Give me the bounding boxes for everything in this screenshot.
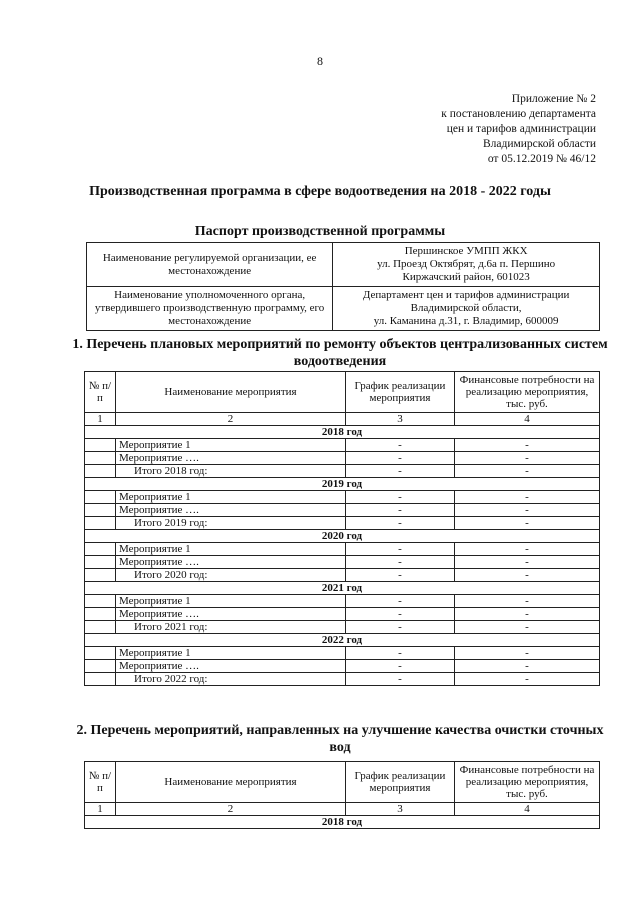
year-label: 2018 год — [85, 816, 600, 829]
event-row — [85, 543, 600, 556]
column-number: 2 — [116, 413, 346, 426]
row-number — [85, 543, 116, 556]
appendix-line: от 05.12.2019 № 46/12 — [487, 153, 596, 165]
schedule-value: - — [346, 621, 455, 634]
event-row — [85, 608, 600, 621]
column-numbers-row — [85, 803, 600, 816]
schedule-value: - — [346, 452, 455, 465]
header-finance: Финансовые потребности на реализацию мероприятия, тыс. руб. — [455, 372, 600, 413]
event-name: Мероприятие 1 — [116, 647, 346, 660]
passport-value-line: Департамент цен и тарифов администрации — [362, 289, 570, 301]
finance-value: - — [455, 543, 600, 556]
event-name: Итого 2019 год: — [116, 517, 346, 530]
event-name: Мероприятие …. — [116, 452, 346, 465]
finance-value: - — [455, 647, 600, 660]
year-row — [85, 634, 600, 647]
column-number: 2 — [116, 803, 346, 816]
events-table-1-body — [85, 372, 600, 686]
row-number — [85, 660, 116, 673]
schedule-value: - — [346, 647, 455, 660]
schedule-value: - — [346, 491, 455, 504]
event-name: Мероприятие …. — [116, 556, 346, 569]
schedule-value: - — [346, 660, 455, 673]
column-number: 3 — [346, 803, 455, 816]
document-title: Производственная программа в сфере водоотведения на 2018 - 2022 годы — [89, 184, 551, 199]
total-row — [85, 465, 600, 478]
passport-label: Наименование регулируемой организации, ее местонахождение — [87, 243, 333, 287]
total-row — [85, 621, 600, 634]
passport-value-line: ул. Проезд Октябрят, д.6а п. Першино — [377, 258, 556, 270]
column-number: 1 — [85, 803, 116, 816]
passport-value — [333, 243, 600, 287]
row-number — [85, 491, 116, 504]
year-label: 2020 год — [85, 530, 600, 543]
events-table-1 — [84, 371, 600, 686]
schedule-value: - — [346, 543, 455, 556]
row-number — [85, 595, 116, 608]
finance-value: - — [455, 569, 600, 582]
schedule-value: - — [346, 569, 455, 582]
finance-value: - — [455, 517, 600, 530]
header-number: № п/п — [85, 372, 116, 413]
finance-value: - — [455, 452, 600, 465]
year-label: 2021 год — [85, 582, 600, 595]
event-row — [85, 491, 600, 504]
finance-value: - — [455, 439, 600, 452]
event-name: Итого 2021 год: — [116, 621, 346, 634]
event-name: Итого 2018 год: — [116, 465, 346, 478]
passport-value-line: Першинское УМПП ЖКХ — [404, 245, 528, 257]
row-number — [85, 452, 116, 465]
table-header-row — [85, 372, 600, 413]
finance-value: - — [455, 504, 600, 517]
header-name: Наименование мероприятия — [116, 372, 346, 413]
row-number — [85, 647, 116, 660]
appendix-line: к постановлению департамента — [441, 108, 596, 120]
finance-value: - — [455, 673, 600, 686]
year-row — [85, 582, 600, 595]
year-row — [85, 426, 600, 439]
event-name: Итого 2020 год: — [116, 569, 346, 582]
finance-value: - — [455, 608, 600, 621]
event-name: Мероприятие …. — [116, 504, 346, 517]
row-number — [85, 465, 116, 478]
header-schedule: График реализации мероприятия — [346, 762, 455, 803]
header-finance: Финансовые потребности на реализацию мероприятия, тыс. руб. — [455, 762, 600, 803]
passport-value-line: ул. Каманина д.31, г. Владимир, 600009 — [373, 315, 559, 327]
event-name: Мероприятие 1 — [116, 595, 346, 608]
schedule-value: - — [346, 673, 455, 686]
header-schedule: График реализации мероприятия — [346, 372, 455, 413]
table-row — [87, 243, 600, 287]
section-2-title: 2. Перечень мероприятий, направленных на улучшение качества очистки сточных вод — [76, 723, 604, 755]
row-number — [85, 673, 116, 686]
appendix-line: Владимирской области — [482, 138, 596, 150]
row-number — [85, 517, 116, 530]
finance-value: - — [455, 660, 600, 673]
total-row — [85, 673, 600, 686]
year-label: 2022 год — [85, 634, 600, 647]
row-number — [85, 569, 116, 582]
passport-value-line: Киржачский район, 601023 — [402, 271, 530, 283]
event-row — [85, 452, 600, 465]
page-number: 8 — [317, 54, 323, 68]
column-numbers-row — [85, 413, 600, 426]
total-row — [85, 569, 600, 582]
passport-value-line: Владимирской области, — [410, 302, 522, 314]
passport-title: Паспорт производственной программы — [194, 224, 446, 239]
row-number — [85, 439, 116, 452]
schedule-value: - — [346, 439, 455, 452]
table-header-row — [85, 762, 600, 803]
event-name: Мероприятие …. — [116, 608, 346, 621]
passport-label: Наименование уполномоченного органа, утвердившего производственную программу, его местонахождение — [87, 287, 333, 331]
column-number: 3 — [346, 413, 455, 426]
finance-value: - — [455, 465, 600, 478]
passport-table — [86, 242, 600, 331]
schedule-value: - — [346, 517, 455, 530]
schedule-value: - — [346, 595, 455, 608]
appendix-line: Приложение № 2 — [511, 93, 596, 105]
schedule-value: - — [346, 608, 455, 621]
finance-value: - — [455, 621, 600, 634]
header-name: Наименование мероприятия — [116, 762, 346, 803]
header-number: № п/п — [85, 762, 116, 803]
row-number — [85, 556, 116, 569]
table-row — [87, 287, 600, 331]
year-row — [85, 816, 600, 829]
passport-value — [333, 287, 600, 331]
row-number — [85, 608, 116, 621]
events-table-2 — [84, 761, 600, 829]
year-label: 2018 год — [85, 426, 600, 439]
event-row — [85, 647, 600, 660]
schedule-value: - — [346, 465, 455, 478]
event-row — [85, 504, 600, 517]
column-number: 4 — [455, 413, 600, 426]
event-row — [85, 439, 600, 452]
event-name: Итого 2022 год: — [116, 673, 346, 686]
row-number — [85, 504, 116, 517]
finance-value: - — [455, 491, 600, 504]
event-row — [85, 556, 600, 569]
year-row — [85, 530, 600, 543]
year-label: 2019 год — [85, 478, 600, 491]
schedule-value: - — [346, 556, 455, 569]
section-1-title: 1. Перечень плановых мероприятий по ремонту объектов централизованных систем водоотведения — [72, 337, 608, 369]
event-row — [85, 595, 600, 608]
event-name: Мероприятие 1 — [116, 543, 346, 556]
finance-value: - — [455, 556, 600, 569]
event-row — [85, 660, 600, 673]
event-name: Мероприятие 1 — [116, 491, 346, 504]
event-name: Мероприятие …. — [116, 660, 346, 673]
column-number: 1 — [85, 413, 116, 426]
appendix-block — [441, 92, 596, 167]
column-number: 4 — [455, 803, 600, 816]
events-table-2-body — [85, 762, 600, 829]
schedule-value: - — [346, 504, 455, 517]
finance-value: - — [455, 595, 600, 608]
year-row — [85, 478, 600, 491]
row-number — [85, 621, 116, 634]
total-row — [85, 517, 600, 530]
appendix-line: цен и тарифов администрации — [446, 123, 596, 135]
event-name: Мероприятие 1 — [116, 439, 346, 452]
